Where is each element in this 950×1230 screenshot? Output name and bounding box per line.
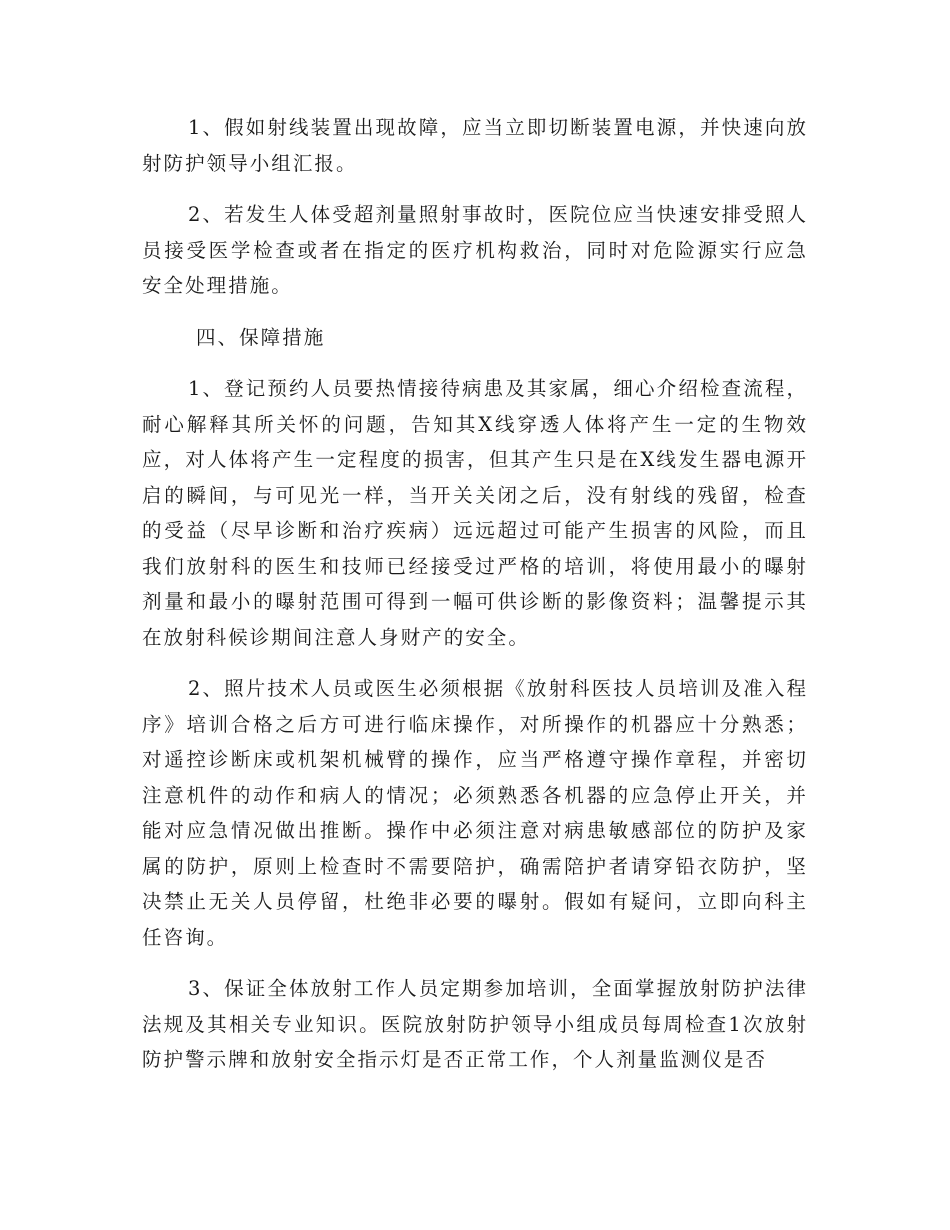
paragraph-fault-response: 1、假如射线装置出现故障，应当立即切断装置电源，并快速向放射防护领导小组汇报。: [142, 116, 808, 175]
paragraph-registration-staff: 1、登记预约人员要热情接待病患及其家属，细心介绍检查流程，耐心解释其所关怀的问题，告知其X线穿透人体将产生一定的生物效应，对人体将产生一定程度的损害，但其产生只是在X线发生器电源开启的瞬间，与可见光一样，当开关关闭之后，没有射线的残留，检查的受益（尽早诊断和治疗疾病）远远超过可能产生损害的风险，而且我们放射科的医生和技师已经接受过严格的培训，将使用最小的曝射剂量和最小的曝射范围可得到一幅可供诊断的影像资料；温馨提示其在放射科候诊期间注意人身财产的安全。: [142, 377, 808, 649]
document-body: [142, 110, 808, 1094]
paragraph-staff-training: 3、保证全体放射工作人员定期参加培训，全面掌握放射防护法律法规及其相关专业知识。医院放射防护领导小组成员每周检查1次放射防护警示牌和放射安全指示灯是否正常工作，个人剂量监测仪是否: [142, 977, 808, 1071]
section-heading-safeguards: 四、保障措施: [196, 325, 326, 349]
paragraph-technician-operation: 2、照片技术人员或医生必须根据《放射科医技人员培训及准入程序》培训合格之后方可进行临床操作，对所操作的机器应十分熟悉；对遥控诊断床或机架机械臂的操作，应当严格遵守操作章程，并密切注意机件的动作和病人的情况；必须熟悉各机器的应急停止开关，并能对应急情况做出推断。操作中必须注意对病患敏感部位的防护及家属的防护，原则上检查时不需要陪护，确需陪护者请穿铅衣防护，坚决禁止无关人员停留，杜绝非必要的曝射。假如有疑问，立即向科主任咨询。: [142, 677, 808, 949]
paragraph-overdose-accident: 2、若发生人体受超剂量照射事故时，医院位应当快速安排受照人员接受医学检查或者在指定的医疗机构救治，同时对危险源实行应急安全处理措施。: [142, 203, 808, 297]
